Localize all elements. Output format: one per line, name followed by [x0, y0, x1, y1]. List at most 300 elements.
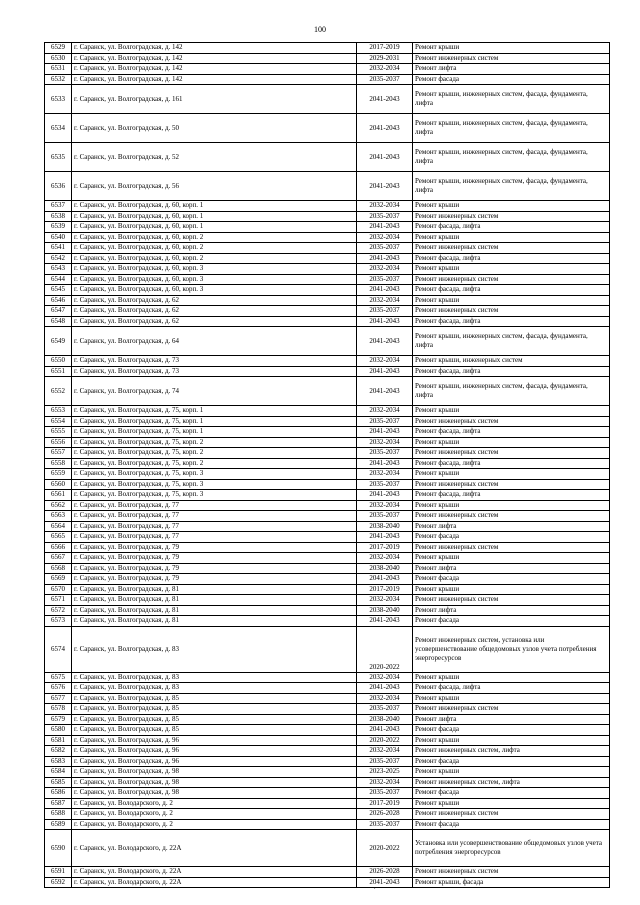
address-cell: г. Саранск, ул. Волгоградская, д. 60, корп. 3 — [72, 274, 357, 285]
row-number-cell: 6541 — [45, 243, 72, 254]
work-type-cell: Ремонт фасада, лифта — [413, 222, 610, 233]
period-cell: 2029-2031 — [357, 53, 413, 64]
address-cell: г. Саранск, ул. Волгоградская, д. 60, корп. 1 — [72, 211, 357, 222]
period-cell: 2026-2028 — [357, 867, 413, 878]
table-row — [45, 756, 610, 767]
address-cell: г. Саранск, ул. Волгоградская, д. 85 — [72, 714, 357, 725]
address-cell: г. Саранск, ул. Волгоградская, д. 85 — [72, 725, 357, 736]
period-cell: 2041-2043 — [357, 366, 413, 377]
row-number-cell: 6536 — [45, 172, 72, 201]
period-cell: 2041-2043 — [357, 316, 413, 327]
address-cell: г. Саранск, ул. Волгоградская, д. 98 — [72, 788, 357, 799]
address-cell: г. Саранск, ул. Волгоградская, д. 81 — [72, 605, 357, 616]
period-cell: 2020-2022 — [357, 626, 413, 672]
work-type-cell: Ремонт инженерных систем — [413, 809, 610, 820]
work-type-cell: Ремонт крыши — [413, 672, 610, 683]
address-cell: г. Саранск, ул. Волгоградская, д. 62 — [72, 306, 357, 317]
table-row — [45, 253, 610, 264]
table-row — [45, 867, 610, 878]
period-cell: 2020-2022 — [357, 830, 413, 867]
address-cell: г. Саранск, ул. Волгоградская, д. 85 — [72, 704, 357, 715]
table-row — [45, 295, 610, 306]
row-number-cell: 6546 — [45, 295, 72, 306]
table-row — [45, 809, 610, 820]
work-type-cell: Ремонт крыши, инженерных систем, фасада, фундамента, лифта — [413, 377, 610, 406]
table-row — [45, 626, 610, 672]
row-number-cell: 6542 — [45, 253, 72, 264]
row-number-cell: 6584 — [45, 767, 72, 778]
work-type-cell: Ремонт крыши — [413, 553, 610, 564]
work-type-cell: Ремонт фасада — [413, 532, 610, 543]
work-type-cell: Ремонт крыши — [413, 798, 610, 809]
row-number-cell: 6540 — [45, 232, 72, 243]
address-cell: г. Саранск, ул. Волгоградская, д. 79 — [72, 553, 357, 564]
row-number-cell: 6568 — [45, 563, 72, 574]
period-cell: 2032-2034 — [357, 553, 413, 564]
row-number-cell: 6558 — [45, 458, 72, 469]
table-row — [45, 172, 610, 201]
period-cell: 2041-2043 — [357, 427, 413, 438]
table-row — [45, 306, 610, 317]
address-cell: г. Саранск, ул. Волгоградская, д. 142 — [72, 74, 357, 85]
row-number-cell: 6561 — [45, 490, 72, 501]
row-number-cell: 6545 — [45, 285, 72, 296]
work-type-cell: Ремонт лифта — [413, 714, 610, 725]
work-type-cell: Ремонт крыши, инженерных систем, фасада, фундамента, лифта — [413, 143, 610, 172]
period-cell: 2032-2034 — [357, 232, 413, 243]
period-cell: 2041-2043 — [357, 114, 413, 143]
period-cell: 2032-2034 — [357, 64, 413, 75]
address-cell: г. Саранск, ул. Волгоградская, д. 79 — [72, 542, 357, 553]
period-cell: 2032-2034 — [357, 201, 413, 212]
address-cell: г. Саранск, ул. Волгоградская, д. 75, корп. 1 — [72, 416, 357, 427]
period-cell: 2038-2040 — [357, 521, 413, 532]
row-number-cell: 6550 — [45, 356, 72, 367]
work-type-cell: Ремонт фасада, лифта — [413, 366, 610, 377]
table-row — [45, 479, 610, 490]
work-type-cell: Установка или усовершенствование общедомовых узлов учета потребления энергоресурсов — [413, 830, 610, 867]
table-row — [45, 704, 610, 715]
period-cell: 2032-2034 — [357, 406, 413, 417]
table-row — [45, 143, 610, 172]
row-number-cell: 6555 — [45, 427, 72, 438]
row-number-cell: 6575 — [45, 672, 72, 683]
address-cell: г. Саранск, ул. Волгоградская, д. 60, корп. 1 — [72, 222, 357, 233]
work-type-cell: Ремонт инженерных систем — [413, 867, 610, 878]
period-cell: 2035-2037 — [357, 704, 413, 715]
row-number-cell: 6567 — [45, 553, 72, 564]
period-cell: 2032-2034 — [357, 500, 413, 511]
table-row — [45, 406, 610, 417]
address-cell: г. Саранск, ул. Волгоградская, д. 75, корп. 1 — [72, 406, 357, 417]
row-number-cell: 6591 — [45, 867, 72, 878]
row-number-cell: 6564 — [45, 521, 72, 532]
address-cell: г. Саранск, ул. Волгоградская, д. 83 — [72, 626, 357, 672]
address-cell: г. Саранск, ул. Волгоградская, д. 56 — [72, 172, 357, 201]
address-cell: г. Саранск, ул. Волгоградская, д. 52 — [72, 143, 357, 172]
work-type-cell: Ремонт фасада, лифта — [413, 458, 610, 469]
work-type-cell: Ремонт фасада, лифта — [413, 490, 610, 501]
table-row — [45, 114, 610, 143]
table-row — [45, 201, 610, 212]
row-number-cell: 6535 — [45, 143, 72, 172]
work-type-cell: Ремонт крыши — [413, 693, 610, 704]
table-row — [45, 264, 610, 275]
row-number-cell: 6565 — [45, 532, 72, 543]
table-row — [45, 222, 610, 233]
table-row — [45, 830, 610, 867]
address-cell: г. Саранск, ул. Волгоградская, д. 62 — [72, 295, 357, 306]
stray-mark: . — [374, 885, 376, 891]
work-type-cell: Ремонт инженерных систем — [413, 511, 610, 522]
address-cell: г. Саранск, ул. Волгоградская, д. 142 — [72, 43, 357, 54]
table-row — [45, 532, 610, 543]
address-cell: г. Саранск, ул. Володарского, д. 2 — [72, 809, 357, 820]
table-row — [45, 511, 610, 522]
address-cell: г. Саранск, ул. Волгоградская, д. 75, корп. 1 — [72, 427, 357, 438]
period-cell: 2041-2043 — [357, 490, 413, 501]
period-cell: 2038-2040 — [357, 605, 413, 616]
row-number-cell: 6579 — [45, 714, 72, 725]
work-type-cell: Ремонт крыши — [413, 43, 610, 54]
address-cell: г. Саранск, ул. Володарского, д. 2 — [72, 798, 357, 809]
address-cell: г. Саранск, ул. Володарского, д. 22А — [72, 830, 357, 867]
period-cell: 2032-2034 — [357, 264, 413, 275]
period-cell: 2035-2037 — [357, 756, 413, 767]
table-row — [45, 53, 610, 64]
period-cell: 2035-2037 — [357, 788, 413, 799]
work-type-cell: Ремонт фасада — [413, 574, 610, 585]
period-cell: 2032-2034 — [357, 693, 413, 704]
address-cell: г. Саранск, ул. Волгоградская, д. 77 — [72, 500, 357, 511]
row-number-cell: 6586 — [45, 788, 72, 799]
address-cell: г. Саранск, ул. Володарского, д. 22А — [72, 867, 357, 878]
row-number-cell: 6560 — [45, 479, 72, 490]
work-type-cell: Ремонт крыши — [413, 264, 610, 275]
period-cell: 2038-2040 — [357, 563, 413, 574]
table-row — [45, 616, 610, 627]
work-type-cell: Ремонт инженерных систем — [413, 479, 610, 490]
address-cell: г. Саранск, ул. Волгоградская, д. 75, корп. 2 — [72, 458, 357, 469]
period-cell: 2038-2040 — [357, 714, 413, 725]
table-row — [45, 683, 610, 694]
address-cell: г. Саранск, ул. Волгоградская, д. 60, корп. 2 — [72, 243, 357, 254]
address-cell: г. Саранск, ул. Волгоградская, д. 60, корп. 3 — [72, 285, 357, 296]
period-cell: 2035-2037 — [357, 74, 413, 85]
row-number-cell: 6532 — [45, 74, 72, 85]
work-type-cell: Ремонт крыши — [413, 767, 610, 778]
table-row — [45, 243, 610, 254]
row-number-cell: 6543 — [45, 264, 72, 275]
table-row — [45, 232, 610, 243]
address-cell: г. Саранск, ул. Волгоградская, д. 75, корп. 3 — [72, 490, 357, 501]
table-row — [45, 746, 610, 757]
table-row — [45, 458, 610, 469]
work-type-cell: Ремонт инженерных систем — [413, 416, 610, 427]
row-number-cell: 6530 — [45, 53, 72, 64]
work-type-cell: Ремонт фасада — [413, 616, 610, 627]
address-cell: г. Саранск, ул. Волгоградская, д. 96 — [72, 756, 357, 767]
row-number-cell: 6548 — [45, 316, 72, 327]
address-cell: г. Саранск, ул. Волгоградская, д. 142 — [72, 53, 357, 64]
table-row — [45, 788, 610, 799]
row-number-cell: 6557 — [45, 448, 72, 459]
work-type-cell: Ремонт крыши, фасада — [413, 877, 610, 888]
table-row — [45, 735, 610, 746]
address-cell: г. Саранск, ул. Волгоградская, д. 81 — [72, 616, 357, 627]
table-row — [45, 64, 610, 75]
work-type-cell: Ремонт фасада, лифта — [413, 285, 610, 296]
address-cell: г. Саранск, ул. Волгоградская, д. 98 — [72, 767, 357, 778]
row-number-cell: 6576 — [45, 683, 72, 694]
period-cell: 2035-2037 — [357, 479, 413, 490]
work-type-cell: Ремонт инженерных систем, лифта — [413, 777, 610, 788]
table-row — [45, 574, 610, 585]
repair-schedule-table — [44, 42, 610, 888]
table-row — [45, 725, 610, 736]
address-cell: г. Саранск, ул. Волгоградская, д. 81 — [72, 595, 357, 606]
table-row — [45, 798, 610, 809]
work-type-cell: Ремонт фасада, лифта — [413, 253, 610, 264]
period-cell: 2041-2043 — [357, 458, 413, 469]
address-cell: г. Саранск, ул. Волгоградская, д. 50 — [72, 114, 357, 143]
period-cell: 2017-2019 — [357, 584, 413, 595]
row-number-cell: 6544 — [45, 274, 72, 285]
table-row — [45, 356, 610, 367]
period-cell: 2035-2037 — [357, 416, 413, 427]
work-type-cell: Ремонт крыши — [413, 469, 610, 480]
row-number-cell: 6582 — [45, 746, 72, 757]
work-type-cell: Ремонт крыши — [413, 295, 610, 306]
work-type-cell: Ремонт инженерных систем — [413, 53, 610, 64]
period-cell: 2041-2043 — [357, 222, 413, 233]
table-row — [45, 316, 610, 327]
work-type-cell: Ремонт крыши, инженерных систем, фасада, фундамента, лифта — [413, 85, 610, 114]
work-type-cell: Ремонт инженерных систем — [413, 211, 610, 222]
work-type-cell: Ремонт лифта — [413, 64, 610, 75]
period-cell: 2041-2043 — [357, 253, 413, 264]
work-type-cell: Ремонт крыши — [413, 201, 610, 212]
period-cell: 2041-2043 — [357, 725, 413, 736]
row-number-cell: 6590 — [45, 830, 72, 867]
address-cell: г. Саранск, ул. Волгоградская, д. 60, корп. 2 — [72, 253, 357, 264]
work-type-cell: Ремонт крыши, инженерных систем, фасада, фундамента, лифта — [413, 172, 610, 201]
address-cell: г. Саранск, ул. Волгоградская, д. 81 — [72, 584, 357, 595]
address-cell: г. Саранск, ул. Волгоградская, д. 79 — [72, 574, 357, 585]
work-type-cell: Ремонт инженерных систем, установка или усовершенствование общедомовых узлов учета потребления энергоресурсов — [413, 626, 610, 672]
period-cell: 2032-2034 — [357, 437, 413, 448]
period-cell: 2023-2025 — [357, 767, 413, 778]
work-type-cell: Ремонт фасада — [413, 725, 610, 736]
period-cell: 2035-2037 — [357, 211, 413, 222]
table-row — [45, 274, 610, 285]
address-cell: г. Саранск, ул. Волгоградская, д. 74 — [72, 377, 357, 406]
address-cell: г. Саранск, ул. Волгоградская, д. 96 — [72, 735, 357, 746]
address-cell: г. Саранск, ул. Волгоградская, д. 83 — [72, 672, 357, 683]
row-number-cell: 6552 — [45, 377, 72, 406]
work-type-cell: Ремонт фасада — [413, 819, 610, 830]
period-cell: 2017-2019 — [357, 43, 413, 54]
period-cell: 2032-2034 — [357, 777, 413, 788]
row-number-cell: 6572 — [45, 605, 72, 616]
work-type-cell: Ремонт фасада, лифта — [413, 683, 610, 694]
row-number-cell: 6577 — [45, 693, 72, 704]
row-number-cell: 6580 — [45, 725, 72, 736]
row-number-cell: 6553 — [45, 406, 72, 417]
table-row — [45, 416, 610, 427]
row-number-cell: 6531 — [45, 64, 72, 75]
period-cell: 2035-2037 — [357, 511, 413, 522]
row-number-cell: 6549 — [45, 327, 72, 356]
period-cell: 2041-2043 — [357, 143, 413, 172]
row-number-cell: 6533 — [45, 85, 72, 114]
address-cell: г. Саранск, ул. Волгоградская, д. 60, корп. 2 — [72, 232, 357, 243]
work-type-cell: Ремонт крыши, инженерных систем — [413, 356, 610, 367]
work-type-cell: Ремонт крыши, инженерных систем, фасада, фундамента, лифта — [413, 327, 610, 356]
table-row — [45, 877, 610, 888]
table-row — [45, 819, 610, 830]
address-cell: г. Саранск, ул. Волгоградская, д. 64 — [72, 327, 357, 356]
row-number-cell: 6563 — [45, 511, 72, 522]
address-cell: г. Саранск, ул. Волгоградская, д. 60, корп. 1 — [72, 201, 357, 212]
row-number-cell: 6589 — [45, 819, 72, 830]
table-row — [45, 427, 610, 438]
table-row — [45, 327, 610, 356]
period-cell: 2032-2034 — [357, 469, 413, 480]
row-number-cell: 6587 — [45, 798, 72, 809]
table-row — [45, 542, 610, 553]
table-row — [45, 672, 610, 683]
table-row — [45, 85, 610, 114]
address-cell: г. Саранск, ул. Волгоградская, д. 142 — [72, 64, 357, 75]
work-type-cell: Ремонт лифта — [413, 563, 610, 574]
period-cell: 2035-2037 — [357, 448, 413, 459]
address-cell: г. Саранск, ул. Волгоградская, д. 62 — [72, 316, 357, 327]
address-cell: г. Саранск, ул. Волгоградская, д. 75, корп. 2 — [72, 448, 357, 459]
row-number-cell: 6551 — [45, 366, 72, 377]
row-number-cell: 6592 — [45, 877, 72, 888]
work-type-cell: Ремонт фасада — [413, 788, 610, 799]
address-cell: г. Саранск, ул. Волгоградская, д. 77 — [72, 521, 357, 532]
row-number-cell: 6554 — [45, 416, 72, 427]
period-cell: 2032-2034 — [357, 672, 413, 683]
period-cell: 2041-2043 — [357, 285, 413, 296]
address-cell: г. Саранск, ул. Волгоградская, д. 73 — [72, 356, 357, 367]
work-type-cell: Ремонт фасада, лифта — [413, 316, 610, 327]
period-cell: 2041-2043 — [357, 574, 413, 585]
row-number-cell: 6538 — [45, 211, 72, 222]
row-number-cell: 6578 — [45, 704, 72, 715]
period-cell: 2020-2022 — [357, 735, 413, 746]
row-number-cell: 6562 — [45, 500, 72, 511]
period-cell: 2041-2043 — [357, 683, 413, 694]
period-cell: 2041-2043 — [357, 85, 413, 114]
table-row — [45, 377, 610, 406]
address-cell: г. Саранск, ул. Волгоградская, д. 75, корп. 3 — [72, 469, 357, 480]
work-type-cell: Ремонт фасада, лифта — [413, 427, 610, 438]
period-cell: 2032-2034 — [357, 746, 413, 757]
row-number-cell: 6585 — [45, 777, 72, 788]
period-cell: 2041-2043 — [357, 377, 413, 406]
period-cell: 2041-2043 — [357, 616, 413, 627]
row-number-cell: 6529 — [45, 43, 72, 54]
work-type-cell: Ремонт инженерных систем — [413, 274, 610, 285]
row-number-cell: 6571 — [45, 595, 72, 606]
row-number-cell: 6547 — [45, 306, 72, 317]
table-row — [45, 693, 610, 704]
table-row — [45, 43, 610, 54]
work-type-cell: Ремонт инженерных систем — [413, 595, 610, 606]
address-cell: г. Саранск, ул. Волгоградская, д. 77 — [72, 532, 357, 543]
work-type-cell: Ремонт инженерных систем — [413, 243, 610, 254]
row-number-cell: 6588 — [45, 809, 72, 820]
address-cell: г. Саранск, ул. Волгоградская, д. 96 — [72, 746, 357, 757]
table-row — [45, 366, 610, 377]
table-row — [45, 500, 610, 511]
work-type-cell: Ремонт крыши, инженерных систем, фасада, фундамента, лифта — [413, 114, 610, 143]
table-row — [45, 74, 610, 85]
table-row — [45, 777, 610, 788]
period-cell: 2032-2034 — [357, 295, 413, 306]
address-cell: г. Саранск, ул. Волгоградская, д. 85 — [72, 693, 357, 704]
address-cell: г. Саранск, ул. Волгоградская, д. 161 — [72, 85, 357, 114]
table-row — [45, 437, 610, 448]
work-type-cell: Ремонт крыши — [413, 584, 610, 595]
period-cell: 2017-2019 — [357, 542, 413, 553]
period-cell: 2041-2043 — [357, 532, 413, 543]
row-number-cell: 6539 — [45, 222, 72, 233]
address-cell: г. Саранск, ул. Волгоградская, д. 73 — [72, 366, 357, 377]
table-row — [45, 469, 610, 480]
row-number-cell: 6556 — [45, 437, 72, 448]
work-type-cell: Ремонт фасада — [413, 756, 610, 767]
work-type-cell: Ремонт лифта — [413, 521, 610, 532]
table-row — [45, 490, 610, 501]
address-cell: г. Саранск, ул. Волгоградская, д. 75, корп. 2 — [72, 437, 357, 448]
address-cell: г. Саранск, ул. Волгоградская, д. 98 — [72, 777, 357, 788]
address-cell: г. Саранск, ул. Волгоградская, д. 77 — [72, 511, 357, 522]
table-row — [45, 211, 610, 222]
work-type-cell: Ремонт инженерных систем — [413, 542, 610, 553]
table-row — [45, 563, 610, 574]
row-number-cell: 6537 — [45, 201, 72, 212]
period-cell: 2041-2043 — [357, 327, 413, 356]
row-number-cell: 6570 — [45, 584, 72, 595]
row-number-cell: 6566 — [45, 542, 72, 553]
address-cell: г. Саранск, ул. Володарского, д. 22А — [72, 877, 357, 888]
address-cell: г. Саранск, ул. Волгоградская, д. 83 — [72, 683, 357, 694]
row-number-cell: 6534 — [45, 114, 72, 143]
table-row — [45, 448, 610, 459]
period-cell: 2041-2043 — [357, 172, 413, 201]
row-number-cell: 6583 — [45, 756, 72, 767]
row-number-cell: 6574 — [45, 626, 72, 672]
table-row — [45, 714, 610, 725]
period-cell: 2035-2037 — [357, 274, 413, 285]
work-type-cell: Ремонт инженерных систем — [413, 306, 610, 317]
work-type-cell: Ремонт инженерных систем — [413, 448, 610, 459]
row-number-cell: 6569 — [45, 574, 72, 585]
period-cell: 2032-2034 — [357, 595, 413, 606]
table-row — [45, 605, 610, 616]
table-row — [45, 285, 610, 296]
address-cell: г. Саранск, ул. Волгоградская, д. 79 — [72, 563, 357, 574]
row-number-cell: 6559 — [45, 469, 72, 480]
table-row — [45, 553, 610, 564]
work-type-cell: Ремонт фасада — [413, 74, 610, 85]
row-number-cell: 6581 — [45, 735, 72, 746]
table-row — [45, 595, 610, 606]
